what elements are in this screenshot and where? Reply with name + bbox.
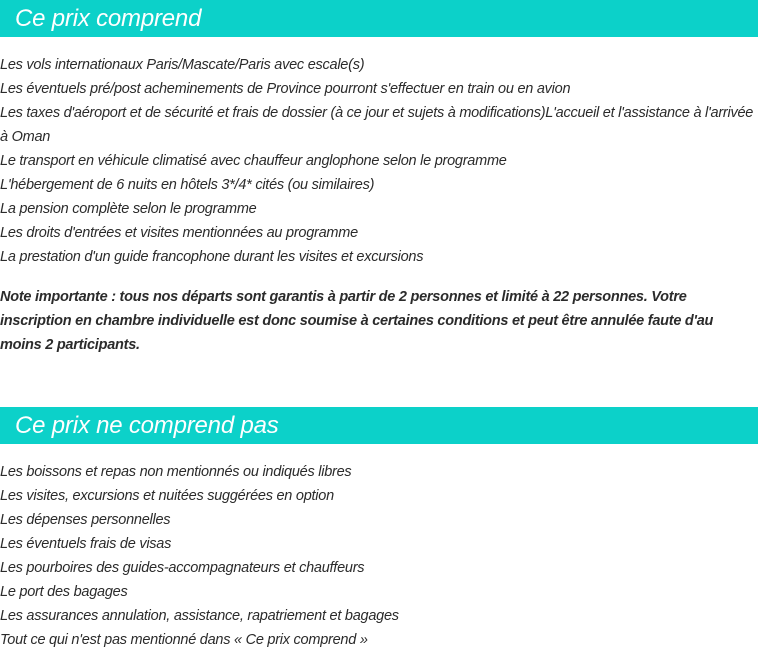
excludes-list xyxy=(0,460,758,652)
list-item: Les droits d'entrées et visites mentionnées au programme xyxy=(0,225,358,241)
list-item: Les assurances annulation, assistance, rapatriement et bagages xyxy=(0,608,399,624)
list-item: Les visites, excursions et nuitées suggérées en option xyxy=(0,488,334,504)
list-item: L'hébergement de 6 nuits en hôtels 3*/4* cités (ou similaires) xyxy=(0,177,375,193)
list-item: Les boissons et repas non mentionnés ou indiqués libres xyxy=(0,464,352,480)
list-item: Les pourboires des guides-accompagnateurs et chauffeurs xyxy=(0,560,365,576)
list-item: Le transport en véhicule climatisé avec chauffeur anglophone selon le programme xyxy=(0,153,507,169)
list-item: La prestation d'un guide francophone durant les visites et excursions xyxy=(0,249,424,265)
list-item: La pension complète selon le programme xyxy=(0,201,257,217)
section-title-excludes: Ce prix ne comprend pas xyxy=(0,407,758,444)
list-item: Les dépenses personnelles xyxy=(0,512,171,528)
list-item: Les éventuels pré/post acheminements de Province pourront s'effectuer en train ou en avion xyxy=(0,81,571,97)
list-item: Tout ce qui n'est pas mentionné dans « Ce prix comprend » xyxy=(0,632,368,648)
includes-list xyxy=(0,53,758,269)
list-item: Le port des bagages xyxy=(0,584,128,600)
important-note: Note importante : tous nos départs sont garantis à partir de 2 personnes et limité à 22 personnes. Votre inscription en chambre individuelle est donc soumise à certaines conditions et peut être annulée faute d'au moins 2 participants. xyxy=(0,289,714,353)
list-item: Les taxes d'aéroport et de sécurité et frais de dossier (à ce jour et sujets à modifications)L'accueil et l'assistance à l'arrivée à Oman xyxy=(0,105,754,145)
list-item: Les éventuels frais de visas xyxy=(0,536,172,552)
section-title-includes: Ce prix comprend xyxy=(0,0,758,37)
list-item: Les vols internationaux Paris/Mascate/Paris avec escale(s) xyxy=(0,57,365,73)
